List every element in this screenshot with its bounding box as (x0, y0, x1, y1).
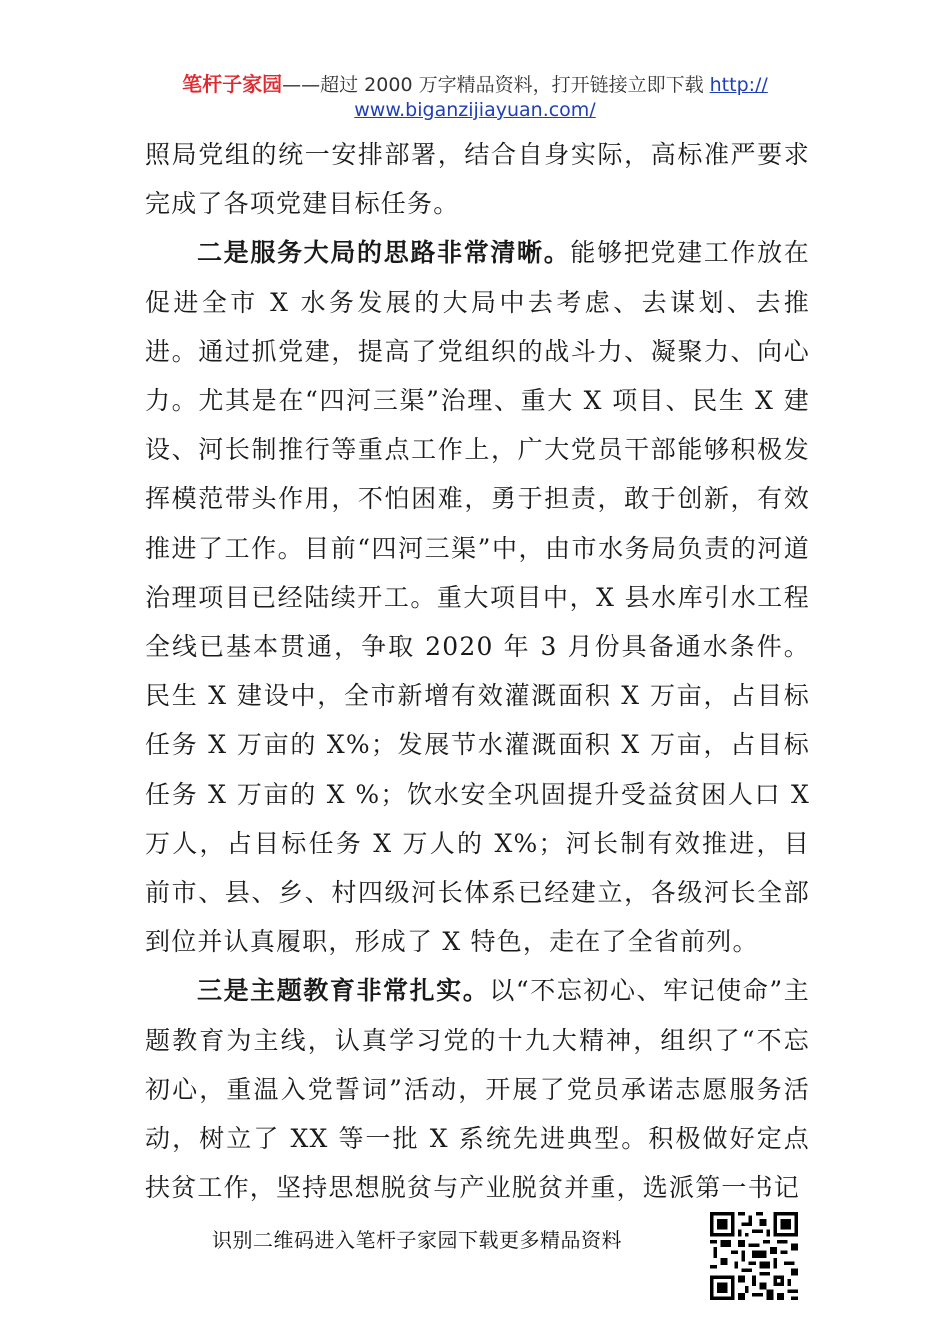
website-link-part-1[interactable]: http:// (709, 74, 768, 96)
header-line-2 (0, 98, 950, 123)
header-tagline: ——超过 2000 万字精品资料，打开链接立即下载 (282, 74, 710, 96)
paragraph-continuation (145, 130, 810, 228)
header-line-1 (0, 72, 950, 98)
paragraph-theme-education (145, 966, 810, 1212)
website-link-part-2[interactable]: www.biganzijiayuan.com/ (354, 99, 596, 121)
paragraph-service-overall (145, 228, 810, 966)
brand-name: 笔杆子家园 (182, 72, 283, 96)
paragraph-lead: 二是服务大局的思路非常清晰。 (197, 238, 571, 268)
paragraph-text: 以“不忘初心、牢记使命”主题教育为主线，认真学习党的十九大精神，组织了“不忘初心，重温入党誓词”活动，开展了党员承诺志愿服务活动，树立了 XX 等一批 X 系统先进典型。积极做好定点扶贫工作，坚持思想脱贫与产业脱贫并重，选派第一书记 (145, 976, 810, 1203)
paragraph-text: 能够把党建工作放在促进全市 X 水务发展的大局中去考虑、去谋划、去推进。通过抓党建，提高了党组织的战斗力、凝聚力、向心力。尤其是在“四河三渠”治理、重大 X 项目、民生 X 建设、河长制推行等重点工作上，广大党员干部能够积极发挥模范带头作用，不怕困难，勇于担责，敢于创新，有效推进了工作。目前“四河三渠”中，由市水务局负责的河道治理项目已经陆续开工。重大项目中，X 县水库引水工程全线已基本贯通，争取 2020 年 3 月份具备通水条件。民生 X 建设中，全市新增有效灌溉面积 X 万亩，占目标任务 X 万亩的 X%；发展节水灌溉面积 X 万亩，占目标任务 X 万亩的 X %；饮水安全巩固提升受益贫困人口 X 万人，占目标任务 X 万人的 X%；河长制有效推进，目前市、县、乡、村四级河长体系已经建立，各级河长全部到位并认真履职，形成了 X 特色，走在了全省前列。 (145, 238, 810, 957)
footer-caption: 识别二维码进入笔杆子家园下载更多精品资料 (212, 1228, 622, 1252)
document-body (145, 130, 810, 1212)
paragraph-text: 照局党组的统一安排部署，结合自身实际，高标准严要求完成了各项党建目标任务。 (145, 140, 810, 219)
paragraph-lead: 三是主题教育非常扎实。 (197, 976, 490, 1006)
qr-code-icon[interactable] (710, 1212, 798, 1300)
page-header (0, 72, 950, 123)
